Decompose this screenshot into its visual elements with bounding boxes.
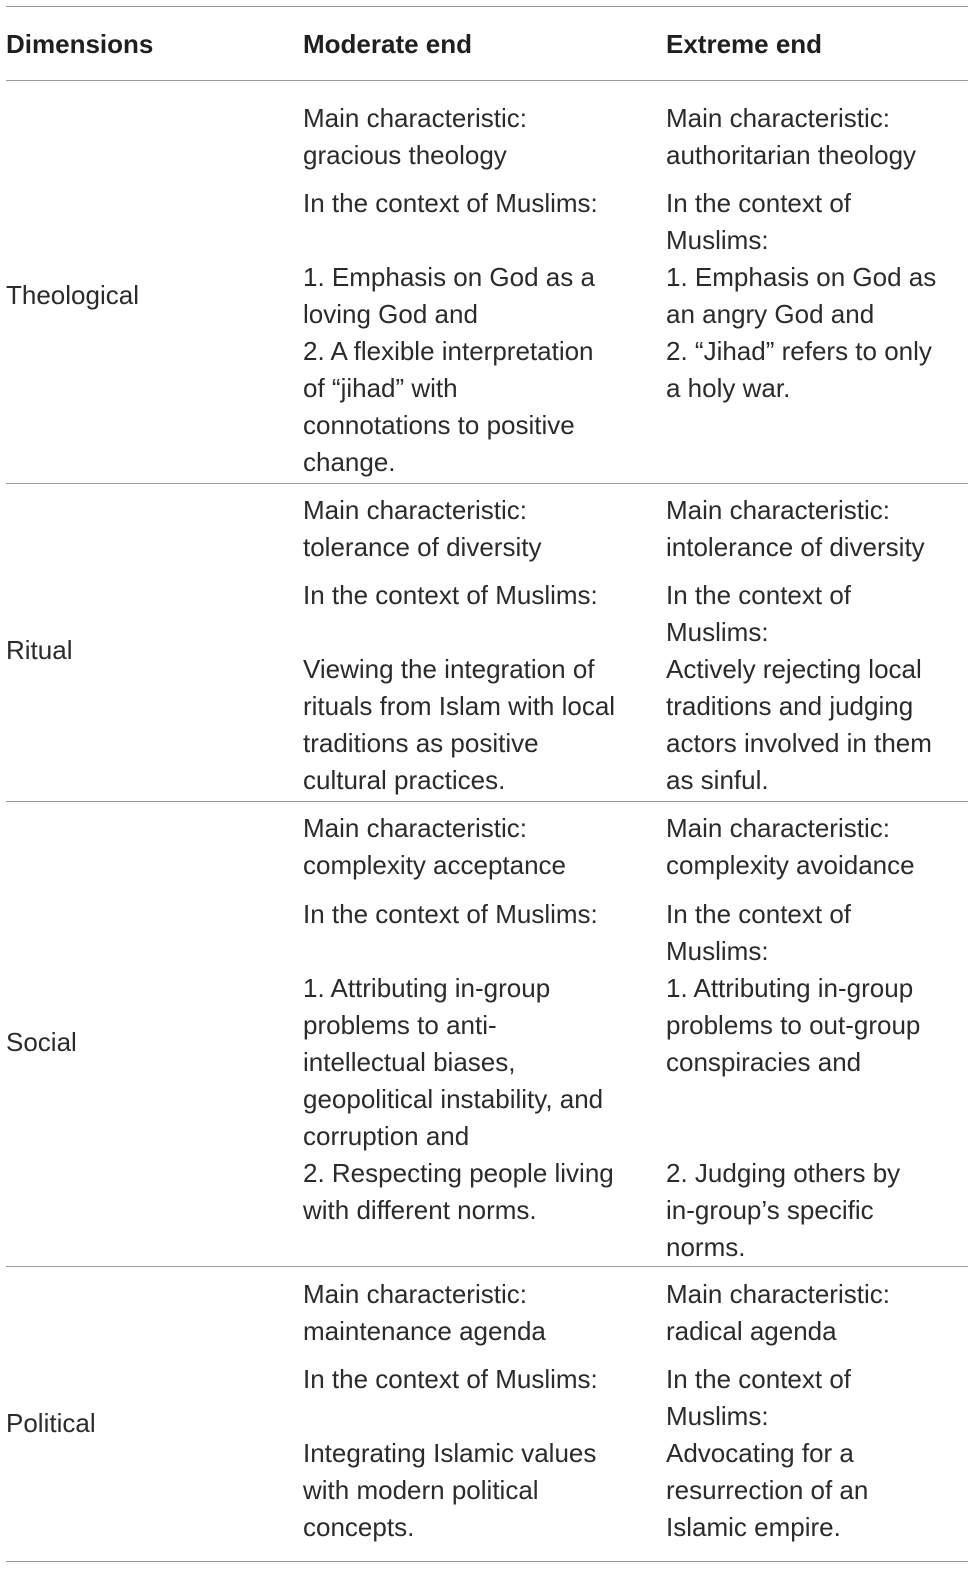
moderate-main-characteristic: Main characteristic: gracious theology xyxy=(303,103,527,170)
extreme-main-characteristic: Main characteristic: complexity avoidance xyxy=(666,813,915,880)
moderate-main-characteristic: Main characteristic: maintenance agenda xyxy=(303,1279,546,1346)
header-extreme-end: Extreme end xyxy=(666,29,823,59)
header-dimensions: Dimensions xyxy=(6,29,154,59)
extreme-context-text: Actively rejecting local traditions and judging actors involved in them as sinful. xyxy=(666,654,932,795)
moderate-context-label: In the context of Muslims: xyxy=(303,899,598,929)
moderate-main-characteristic: Main characteristic: tolerance of diversity xyxy=(303,495,542,562)
extreme-main-characteristic: Main characteristic: radical agenda xyxy=(666,1279,890,1346)
row-rule xyxy=(6,801,968,802)
moderate-context-text: Viewing the integration of rituals from Islam with local traditions as positive cultural practices. xyxy=(303,654,616,795)
header-moderate-end: Moderate end xyxy=(303,29,473,59)
extreme-context-label: In the context of Muslims: xyxy=(666,188,852,255)
moderate-context-label: In the context of Muslims: xyxy=(303,188,598,218)
extreme-context-label: In the context of Muslims: xyxy=(666,1364,852,1431)
extreme-context-label: In the context of Muslims: xyxy=(666,899,852,966)
extreme-context-text: 1. Attributing in-group problems to out-group conspiracies and 2. Judging others by in-group’s specific norms. xyxy=(666,973,921,1262)
row-rule xyxy=(6,1266,968,1267)
dimension-label: Social xyxy=(6,1027,77,1057)
extreme-context-label: In the context of Muslims: xyxy=(666,580,852,647)
moderate-context-text: 1. Attributing in-group problems to anti- intellectual biases, geopolitical instability, and corruption and 2. Respecting people living with different norms. xyxy=(303,973,614,1225)
moderate-main-characteristic: Main characteristic: complexity acceptance xyxy=(303,813,567,880)
moderate-context-text: Integrating Islamic values with modern political concepts. xyxy=(303,1438,597,1542)
extreme-main-characteristic: Main characteristic: intolerance of diversity xyxy=(666,495,925,562)
row-rule xyxy=(6,483,968,484)
extreme-context-text: Advocating for a resurrection of an Islamic empire. xyxy=(666,1438,869,1542)
moderate-context-label: In the context of Muslims: xyxy=(303,580,598,610)
moderate-context-label: In the context of Muslims: xyxy=(303,1364,598,1394)
dimension-label: Ritual xyxy=(6,635,73,665)
moderate-context-text: 1. Emphasis on God as a loving God and 2. A flexible interpretation of “jihad” with connotations to positive change. xyxy=(303,262,595,477)
extreme-context-text: 1. Emphasis on God as an angry God and 2. “Jihad” refers to only a holy war. xyxy=(666,262,937,403)
table-top-rule xyxy=(6,6,968,7)
table-bottom-rule xyxy=(6,1561,968,1562)
dimension-label: Political xyxy=(6,1408,96,1438)
dimension-label: Theological xyxy=(6,280,139,310)
extreme-main-characteristic: Main characteristic: authoritarian theology xyxy=(666,103,917,170)
header-rule xyxy=(6,80,968,81)
